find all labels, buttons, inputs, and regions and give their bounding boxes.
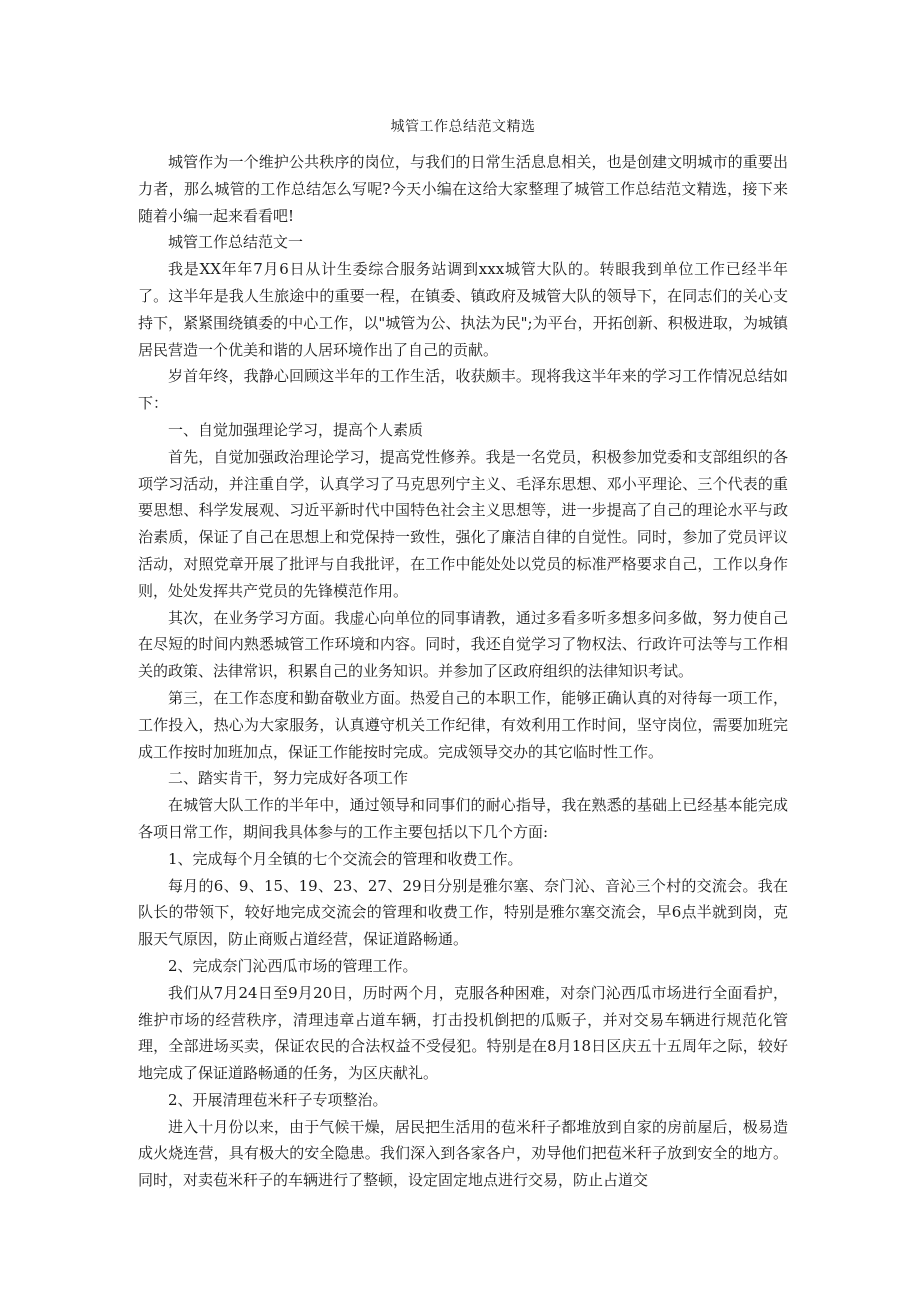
body-paragraph: 岁首年终，我静心回顾这半年的工作生活，收获颇丰。现将我这半年来的学习工作情况总结如下： [138,367,788,413]
body-paragraph: 其次，在业务学习方面。我虚心向单位的同事请教，通过多看多听多想多问多做，努力使自己在尽短的时间内熟悉城管工作环境和内容。同时，我还自觉学习了物权法、行政许可法等与工作相关的政策、法律常识，积累自己的业务知识。并参加了区政府组织的法律知识考试。 [138,608,788,681]
body-paragraph: 我是XX年年7月6日从计生委综合服务站调到xxx城管大队的。转眼我到单位工作已经半年了。这半年是我人生旅途中的重要一程，在镇委、镇政府及城管大队的领导下，在同志们的关心支持下，紧紧围绕镇委的中心工作，以"城管为公、执法为民";为平台，开拓创新、积极进取，为城镇居民营造一个优美和谐的人居环境作出了自己的贡献。 [138,260,788,359]
document-title: 城管工作总结范文精选 [390,119,536,135]
document-body [138,149,788,1194]
subsection-heading: 2、完成奈门沁西瓜市场的管理工作。 [168,956,418,975]
section-heading: 二、踏实肯干，努力完成好各项工作 [168,769,409,788]
body-paragraph: 在城管大队工作的半年中，通过领导和同事们的耐心指导，我在熟悉的基础上已经基本能完成各项日常工作，期间我具体参与的工作主要包括以下几个方面: [138,796,788,841]
subsection-heading: 2、开展清理苞米秆子专项整治。 [168,1090,388,1109]
body-paragraph: 首先，自觉加强政治理论学习，提高党性修养。我是一名党员，积极参加党委和支部组织的各项学习活动，并注重自学，认真学习了马克思列宁主义、毛泽东思想、邓小平理论、三个代表的重要思想、科学发展观、习近平新时代中国特色社会主义思想等，进一步提高了自己的理论水平与政治素质，保证了自己在思想上和党保持一致性，强化了廉洁自律的自觉性。同时，参加了党员评议活动，对照党章开展了批评与自我批评，在工作中能处处以党员的标准严格要求自己，工作以身作则，处处发挥共产党员的先锋模范作用。 [138,447,788,600]
body-paragraph: 第三，在工作态度和勤奋敬业方面。热爱自己的本职工作，能够正确认真的对待每一项工作，工作投入，热心为大家服务，认真遵守机关工作纪律，有效利用工作时间，坚守岗位，需要加班完成工作按时加班加点，保证工作能按时完成。完成领导交办的其它临时性工作。 [138,688,788,761]
body-paragraph: 我们从7月24日至9月20日，历时两个月，克服各种困难，对奈门沁西瓜市场进行全面看护，维护市场的经营秩序，清理违章占道车辆，打击投机倒把的瓜贩子，并对交易车辆进行规范化管理，全部进场买卖，保证农民的合法权益不受侵犯。特别是在8月18日区庆五十五周年之际，较好地完成了保证道路畅通的任务，为区庆献礼。 [138,983,788,1083]
body-paragraph: 每月的6、9、15、19、23、27、29日分别是雅尔塞、奈门沁、音沁三个村的交流会。我在队长的带领下，较好地完成交流会的管理和收费工作，特别是雅尔塞交流会，早6点半就到岗，克服天气原因，防止商贩占道经营，保证道路畅通。 [138,876,788,949]
section-heading: 城管工作总结范文一 [168,233,304,252]
subsection-heading: 1、完成每个月全镇的七个交流会的管理和收费工作。 [168,849,523,868]
intro-paragraph: 城管作为一个维护公共秩序的岗位，与我们的日常生活息息相关，也是创建文明城市的重要出力者，那么城管的工作总结怎么写呢?今天小编在这给大家整理了城管工作总结范文精选，接下来随着小编一起来看看吧! [138,153,788,225]
section-heading: 一、自觉加强理论学习，提高个人素质 [168,420,424,439]
body-paragraph: 进入十月份以来，由于气候干燥，居民把生活用的苞米秆子都堆放到自家的房前屋后，极易造成火烧连营，具有极大的安全隐患。我们深入到各家各户，劝导他们把苞米秆子放到安全的地方。同时，对卖苞米秆子的车辆进行了整顿，设定固定地点进行交易，防止占道交 [138,1117,788,1190]
